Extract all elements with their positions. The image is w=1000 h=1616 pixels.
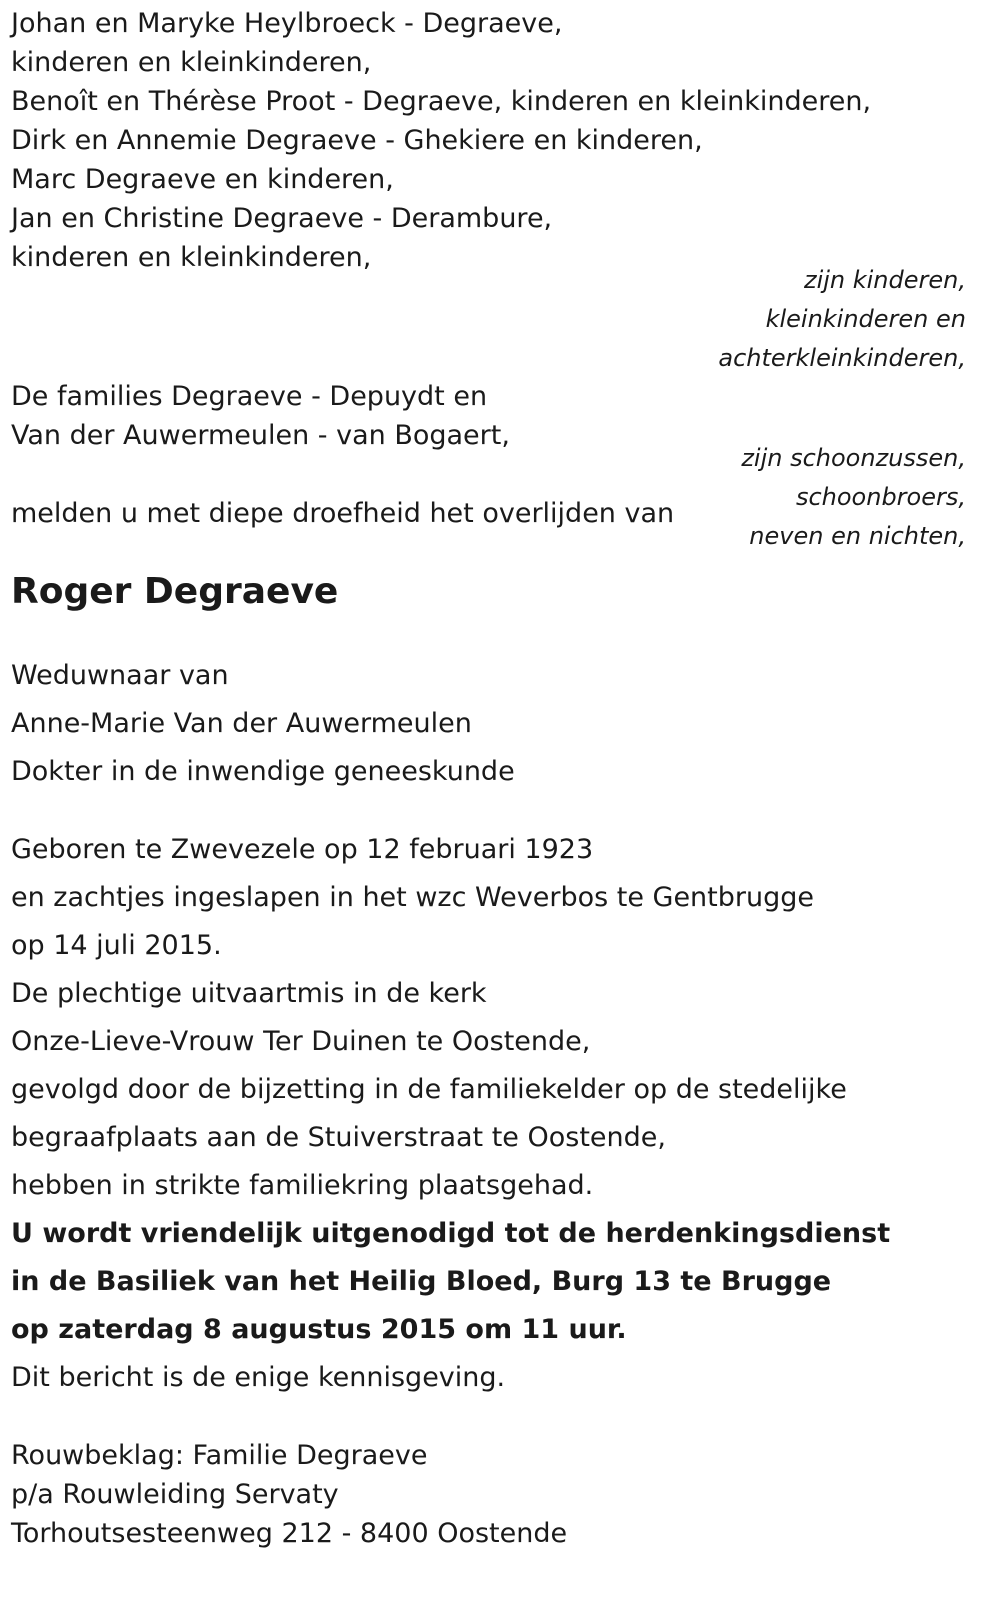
relation-line: achterkleinkinderen, bbox=[718, 344, 966, 372]
detail-line: Anne-Marie Van der Auwermeulen bbox=[11, 708, 472, 739]
body-line: gevolgd door de bijzetting in de familiekelder op de stedelijke bbox=[11, 1074, 847, 1105]
deceased-name: Roger Degraeve bbox=[11, 571, 339, 612]
contact-line: Torhoutsesteenweg 212 - 8400 Oostende bbox=[11, 1518, 568, 1549]
families-line: Van der Auwermeulen - van Bogaert, bbox=[11, 420, 510, 451]
relation-line: kleinkinderen en bbox=[765, 305, 966, 333]
invitation-line: op zaterdag 8 augustus 2015 om 11 uur. bbox=[11, 1314, 627, 1345]
detail-line: Weduwnaar van bbox=[11, 660, 229, 691]
family-line: Marc Degraeve en kinderen, bbox=[11, 164, 394, 195]
invitation-line: in de Basiliek van het Heilig Bloed, Burg 13 te Brugge bbox=[11, 1266, 832, 1297]
notice: Dit bericht is de enige kennisgeving. bbox=[11, 1362, 506, 1393]
detail-line: Dokter in de inwendige geneeskunde bbox=[11, 756, 515, 787]
relation-line: zijn schoonzussen, bbox=[741, 444, 966, 472]
relation-line: zijn kinderen, bbox=[803, 266, 966, 294]
family-line: Benoît en Thérèse Proot - Degraeve, kinderen en kleinkinderen, bbox=[11, 86, 872, 117]
body-line: hebben in strikte familiekring plaatsgehad. bbox=[11, 1170, 594, 1201]
invitation-line: U wordt vriendelijk uitgenodigd tot de herdenkingsdienst bbox=[11, 1218, 891, 1249]
body-line: op 14 juli 2015. bbox=[11, 930, 222, 961]
body-line: De plechtige uitvaartmis in de kerk bbox=[11, 978, 487, 1009]
body-line: en zachtjes ingeslapen in het wzc Weverbos te Gentbrugge bbox=[11, 882, 814, 913]
family-line: Jan en Christine Degraeve - Derambure, bbox=[11, 203, 553, 234]
family-line: Johan en Maryke Heylbroeck - Degraeve, bbox=[11, 8, 563, 39]
contact-line: Rouwbeklag: Familie Degraeve bbox=[11, 1440, 428, 1471]
relation-line: schoonbroers, bbox=[795, 483, 966, 511]
family-line: Dirk en Annemie Degraeve - Ghekiere en kinderen, bbox=[11, 125, 703, 156]
body-line: Onze-Lieve-Vrouw Ter Duinen te Oostende, bbox=[11, 1026, 591, 1057]
contact-line: p/a Rouwleiding Servaty bbox=[11, 1479, 339, 1510]
family-line: kinderen en kleinkinderen, bbox=[11, 47, 372, 78]
body-line: begraafplaats aan de Stuiverstraat te Oostende, bbox=[11, 1122, 666, 1153]
families-line: De families Degraeve - Depuydt en bbox=[11, 381, 488, 412]
body-line: Geboren te Zwevezele op 12 februari 1923 bbox=[11, 834, 594, 865]
announcement: melden u met diepe droefheid het overlijden van bbox=[11, 498, 675, 529]
family-line: kinderen en kleinkinderen, bbox=[11, 242, 372, 273]
relation-line: neven en nichten, bbox=[749, 522, 966, 550]
